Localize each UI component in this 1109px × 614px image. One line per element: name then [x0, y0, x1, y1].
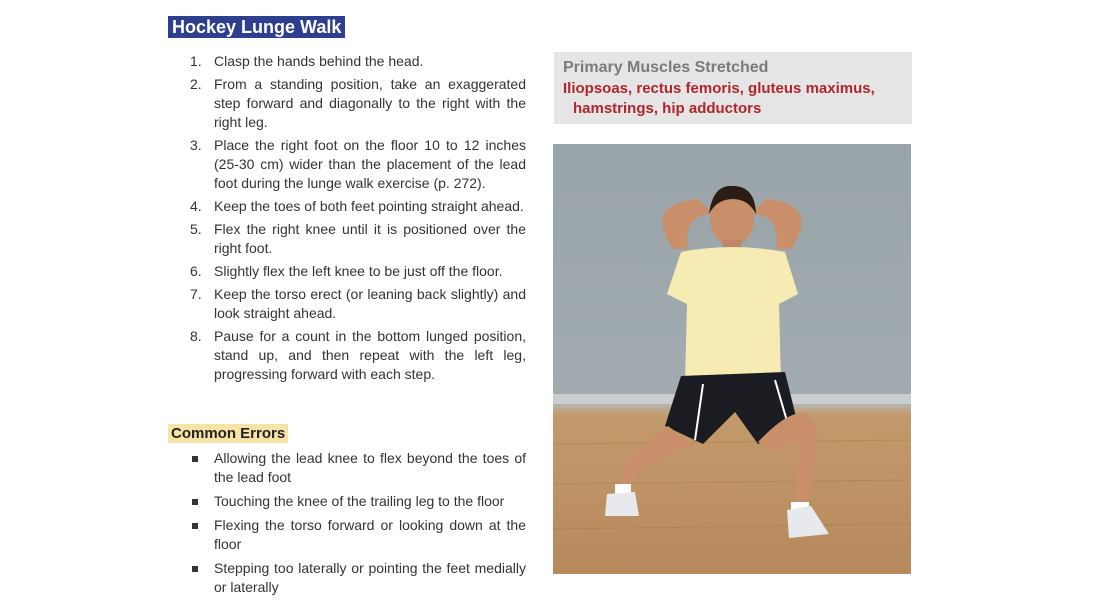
- step-number: 2.: [190, 76, 202, 92]
- error-text: Touching the knee of the trailing leg to the floor: [214, 493, 505, 509]
- step-text: Place the right foot on the floor 10 to 12 inches (25-30 cm) wider than the placement of the lead foot during the lunge walk exercise (p. 272).: [214, 137, 526, 191]
- step-text: Keep the toes of both feet pointing straight ahead.: [214, 198, 524, 214]
- common-errors-list: [190, 449, 526, 602]
- step-item: [190, 52, 526, 71]
- step-item: [190, 262, 526, 281]
- muscle-line-1: Iliopsoas, rectus femoris, gluteus maximus,: [563, 80, 875, 97]
- step-item: [190, 197, 526, 216]
- error-text: Allowing the lead knee to flex beyond the toes of the lead foot: [214, 450, 526, 485]
- error-text: Stepping too laterally or pointing the feet medially or laterally: [214, 560, 526, 595]
- exercise-title: Hockey Lunge Walk: [168, 16, 345, 38]
- lunge-figure-illustration: [553, 144, 911, 574]
- instruction-steps: [190, 52, 526, 388]
- primary-muscles-list: [563, 79, 903, 119]
- bullet-icon: [192, 499, 198, 505]
- step-number: 1.: [190, 53, 202, 69]
- error-item: [190, 449, 526, 487]
- step-item: [190, 327, 526, 384]
- step-number: 8.: [190, 328, 202, 344]
- step-item: [190, 285, 526, 323]
- bullet-icon: [192, 456, 198, 462]
- primary-muscles-box: [554, 52, 912, 124]
- step-text: Keep the torso erect (or leaning back slightly) and look straight ahead.: [214, 286, 526, 321]
- bullet-icon: [192, 523, 198, 529]
- step-text: Clasp the hands behind the head.: [214, 53, 424, 69]
- muscle-line-2: hamstrings, hip adductors: [573, 100, 762, 117]
- error-text: Flexing the torso forward or looking down at the floor: [214, 517, 526, 552]
- step-number: 3.: [190, 137, 202, 153]
- error-item: [190, 492, 526, 511]
- step-number: 4.: [190, 198, 202, 214]
- error-item: [190, 516, 526, 554]
- common-errors-heading: Common Errors: [168, 424, 288, 443]
- step-number: 7.: [190, 286, 202, 302]
- primary-muscles-label: Primary Muscles Stretched: [563, 59, 769, 76]
- step-number: 6.: [190, 263, 202, 279]
- step-item: [190, 220, 526, 258]
- step-item: [190, 136, 526, 193]
- bullet-icon: [192, 566, 198, 572]
- error-item: [190, 559, 526, 597]
- step-text: From a standing position, take an exaggerated step forward and diagonally to the right with the right leg.: [214, 76, 526, 130]
- step-number: 5.: [190, 221, 202, 237]
- exercise-photo: [553, 144, 911, 574]
- step-text: Pause for a count in the bottom lunged position, stand up, and then repeat with the left leg, progressing forward with each step.: [214, 328, 526, 382]
- step-text: Slightly flex the left knee to be just off the floor.: [214, 263, 503, 279]
- step-text: Flex the right knee until it is positioned over the right foot.: [214, 221, 526, 256]
- step-item: [190, 75, 526, 132]
